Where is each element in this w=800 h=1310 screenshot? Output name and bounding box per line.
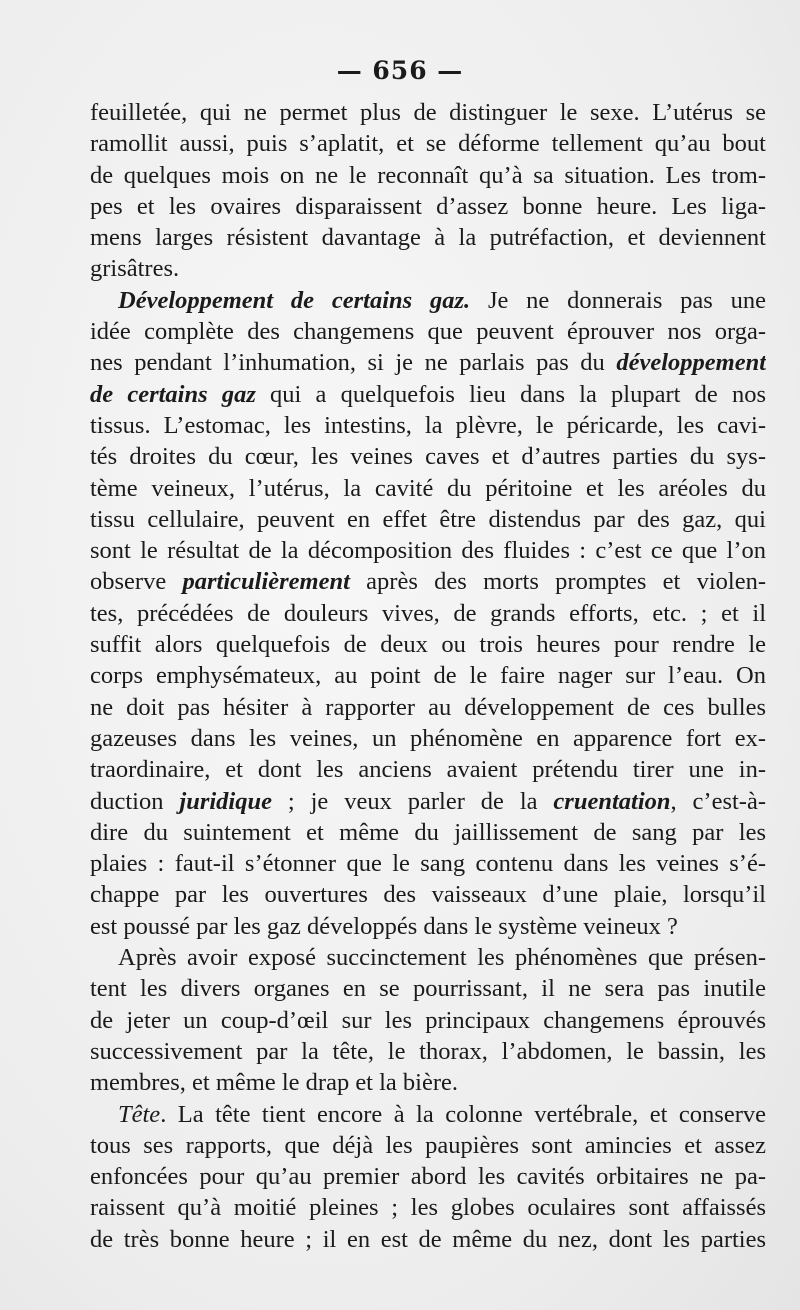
text-line — [90, 598, 766, 629]
text-run: grisâtres. — [90, 255, 180, 283]
text-run: ramollit aussi, puis s’aplatit, et se déforme tellement qu’au bout — [90, 130, 766, 158]
text-run: chappe par les ouvertures des vaisseaux d’une plaie, lorsqu’il — [90, 881, 766, 909]
text-run: suffit alors quelquefois de deux ou trois heures pour rendre le — [90, 631, 766, 659]
text-line — [90, 566, 766, 597]
text-run: qui a quelquefois lieu dans la plupart de nos — [255, 380, 766, 408]
text-run: mens larges résistent davantage à la putréfaction, et deviennent — [90, 224, 766, 252]
text-run: gazeuses dans les veines, un phénomène en apparence fort ex- — [90, 724, 766, 752]
text-line — [90, 629, 766, 660]
text-line — [90, 285, 766, 316]
text-line — [90, 1036, 766, 1067]
emphasis-text: cruentation — [553, 787, 671, 815]
text-run: de très bonne heure ; il en est de même du nez, dont les parties — [90, 1225, 766, 1253]
emphasis-text: particulièrement — [182, 568, 350, 596]
text-run: de jeter un coup-d’œil sur les principaux changemens éprouvés — [90, 1006, 766, 1034]
text-run: duction — [90, 787, 180, 815]
emphasis-text: de certains gaz — [90, 380, 256, 408]
text-run: , c’est-à- — [670, 787, 766, 815]
text-run: traordinaire, et dont les anciens avaient prétendu tirer une in- — [90, 756, 766, 784]
text-run: tème veineux, l’utérus, la cavité du péritoine et les aréoles du — [90, 474, 766, 502]
text-line — [90, 660, 766, 691]
text-line — [90, 504, 766, 535]
text-line — [90, 222, 766, 253]
text-line — [90, 1130, 766, 1161]
text-line — [90, 97, 766, 128]
text-run: raissent qu’à moitié pleines ; les globes oculaires sont affaissés — [90, 1194, 766, 1222]
text-line — [90, 160, 766, 191]
text-line — [90, 1067, 766, 1098]
text-line — [90, 191, 766, 222]
text-line — [90, 911, 766, 942]
text-run: . La tête tient encore à la colonne vertébrale, et conserve — [160, 1100, 766, 1128]
text-run: enfoncées pour qu’au premier abord les cavités orbitaires ne pa- — [90, 1163, 766, 1191]
text-run: Je ne donnerais pas une — [470, 286, 766, 314]
text-line — [90, 1005, 766, 1036]
text-line — [90, 879, 766, 910]
text-line — [90, 347, 766, 378]
text-run: est poussé par les gaz développés dans le système veineux ? — [90, 912, 678, 940]
text-line — [90, 316, 766, 347]
text-line — [90, 253, 766, 284]
text-line — [90, 848, 766, 879]
text-run: ne doit pas hésiter à rapporter au développement de ces bulles — [90, 693, 766, 721]
text-run: tes, précédées de douleurs vives, de grands efforts, etc. ; et il — [90, 599, 766, 627]
emphasis-text: développement — [616, 349, 766, 377]
text-run: dire du suintement et même du jaillissement de sang par les — [90, 818, 766, 846]
text-line — [90, 379, 766, 410]
emphasis-text: juridique — [179, 787, 272, 815]
text-line — [90, 535, 766, 566]
text-run: de quelques mois on ne le reconnaît qu’à sa situation. Les trom- — [90, 161, 766, 189]
text-run: tissu cellulaire, peuvent en effet être distendus par des gaz, qui — [90, 505, 766, 533]
text-line — [90, 692, 766, 723]
text-run: nes pendant l’inhumation, si je ne parlais pas du — [90, 349, 617, 377]
text-line — [90, 942, 766, 973]
text-run: successivement par la tête, le thorax, l’abdomen, le bassin, les — [90, 1037, 766, 1065]
text-run: après des morts promptes et violen- — [349, 568, 766, 596]
body-text — [90, 97, 766, 1255]
text-run: tissus. L’estomac, les intestins, la plèvre, le péricarde, les cavi- — [90, 411, 766, 439]
text-run: ; je veux parler de la — [272, 787, 554, 815]
text-run: observe — [90, 568, 183, 596]
text-run: corps emphysémateux, au point de le faire nager sur l’eau. On — [90, 662, 766, 690]
text-line — [90, 973, 766, 1004]
text-run: tés droites du cœur, les veines caves et d’autres parties du sys- — [90, 443, 766, 471]
text-run: Après avoir exposé succinctement les phénomènes que présen- — [118, 944, 766, 972]
text-line — [90, 1192, 766, 1223]
text-run: pes et les ovaires disparaissent d’assez bonne heure. Les liga- — [90, 192, 766, 220]
text-line — [90, 1099, 766, 1130]
text-line — [90, 1161, 766, 1192]
text-line — [90, 1224, 766, 1255]
text-line — [90, 786, 766, 817]
text-line — [90, 473, 766, 504]
text-run: sont le résultat de la décomposition des fluides : c’est ce que l’on — [90, 537, 766, 565]
text-line — [90, 128, 766, 159]
page-number: — 656 — — [336, 56, 464, 85]
text-run: membres, et même le drap et la bière. — [90, 1069, 459, 1097]
text-run: plaies : faut-il s’étonner que le sang contenu dans les veines s’é- — [90, 850, 766, 878]
text-line — [90, 754, 766, 785]
text-run: feuilletée, qui ne permet plus de distinguer le sexe. L’utérus se — [90, 99, 766, 126]
text-run: tous ses rapports, que déjà les paupières sont amincies et assez — [90, 1131, 766, 1159]
emphasis-text: Développement de certains gaz. — [118, 286, 471, 314]
text-line — [90, 410, 766, 441]
text-line — [90, 817, 766, 848]
text-line — [90, 723, 766, 754]
text-run: tent les divers organes en se pourrissant, il ne sera pas inutile — [90, 975, 766, 1003]
emphasis-text: Tête — [118, 1100, 161, 1128]
text-line — [90, 441, 766, 472]
text-run: idée complète des changemens que peuvent éprouver nos orga- — [90, 318, 766, 346]
